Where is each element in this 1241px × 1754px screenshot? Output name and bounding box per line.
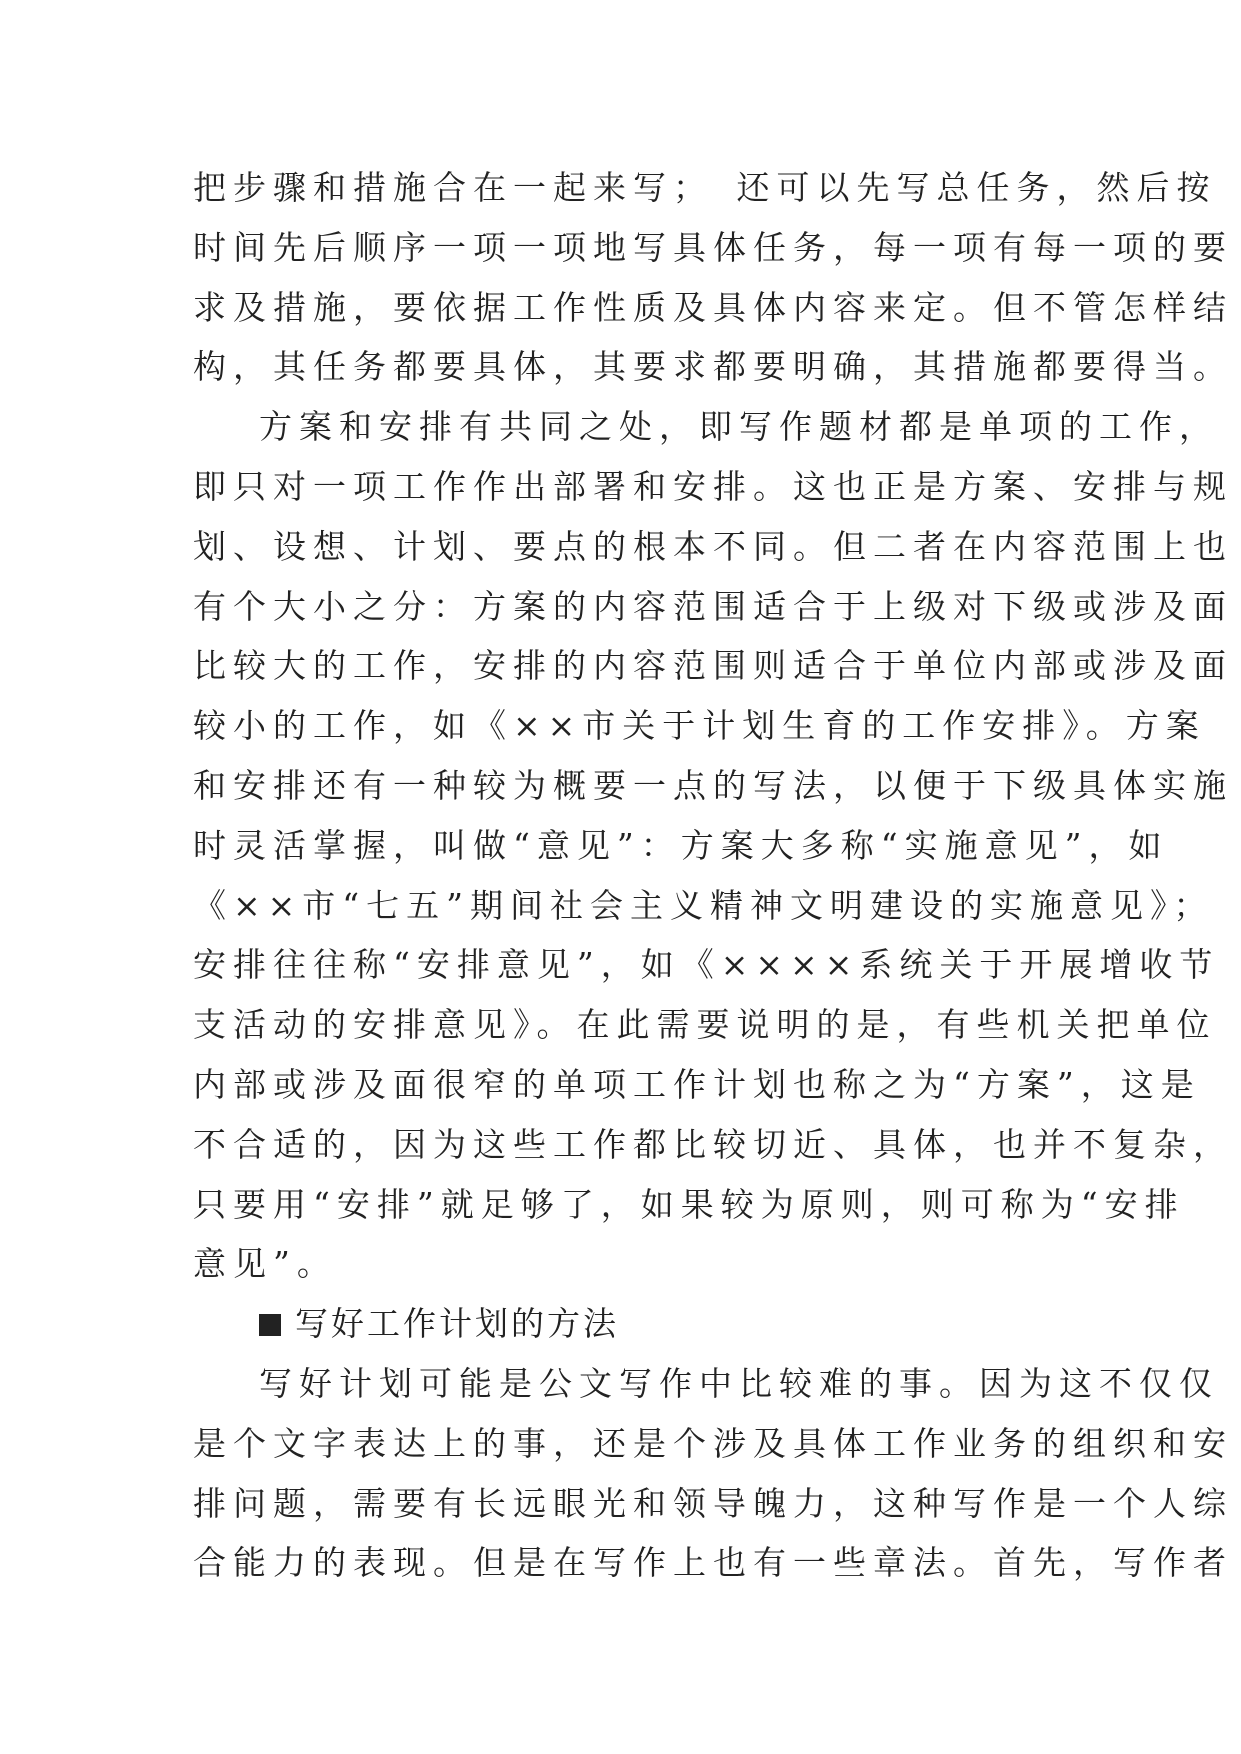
text-line: 较小的工作，如《××市关于计划生育的工作安排》。方案 [193,706,1206,746]
paragraph-first-line: 方案和安排有共同之处，即写作题材都是单项的工作， [259,407,1219,447]
text-line: 构，其任务都要具体，其要求都要明确，其措施都要得当。 [193,347,1233,387]
text-line: 是个文字表达上的事，还是个涉及具体工作业务的组织和安 [193,1423,1233,1463]
text-line: 支活动的安排意见》。在此需要说明的是，有些机关把单位 [193,1005,1217,1045]
text-line: 时灵活掌握，叫做“意见”：方案大多称“实施意见”，如 [193,825,1169,865]
text-line: 和安排还有一种较为概要一点的写法，以便于下级具体实施 [193,765,1233,805]
text-line: 有个大小之分：方案的内容范围适合于上级对下级或涉及面 [193,586,1233,626]
square-bullet-icon [259,1314,281,1336]
text-line: 不合适的，因为这些工作都比较切近、具体，也并不复杂， [193,1124,1233,1164]
body-text [193,158,1233,1593]
text-line: 求及措施，要依据工作性质及具体内容来定。但不管怎样结 [193,287,1233,327]
section-heading [193,1294,1073,1354]
text-line: 排问题，需要有长远眼光和领导魄力，这种写作是一个人综 [193,1483,1233,1523]
paragraph-first-line: 写好计划可能是公文写作中比较难的事。因为这不仅仅 [259,1363,1219,1403]
text-line: 划、设想、计划、要点的根本不同。但二者在内容范围上也 [193,526,1233,566]
text-line: 《××市“七五”期间社会主义精神文明建设的实施意见》； [193,885,1214,925]
text-line: 比较大的工作，安排的内容范围则适合于单位内部或涉及面 [193,646,1233,686]
section-heading-text: 写好工作计划的方法 [295,1304,619,1344]
text-line: 把步骤和措施合在一起来写； 还可以先写总任务，然后按 [193,168,1217,207]
text-line: 安排往往称“安排意见”，如《××××系统关于开展增收节 [193,945,1220,985]
text-line: 只要用“安排”就足够了，如果较为原则，则可称为“安排 [193,1184,1185,1224]
text-line: 即只对一项工作作出部署和安排。这也正是方案、安排与规 [193,466,1233,506]
text-line: 合能力的表现。但是在写作上也有一些章法。首先，写作者 [193,1543,1233,1583]
text-line: 时间先后顺序一项一项地写具体任务，每一项有每一项的要 [193,227,1233,267]
text-line: 意见”。 [193,1244,337,1284]
text-line: 内部或涉及面很窄的单项工作计划也称之为“方案”，这是 [193,1064,1201,1104]
